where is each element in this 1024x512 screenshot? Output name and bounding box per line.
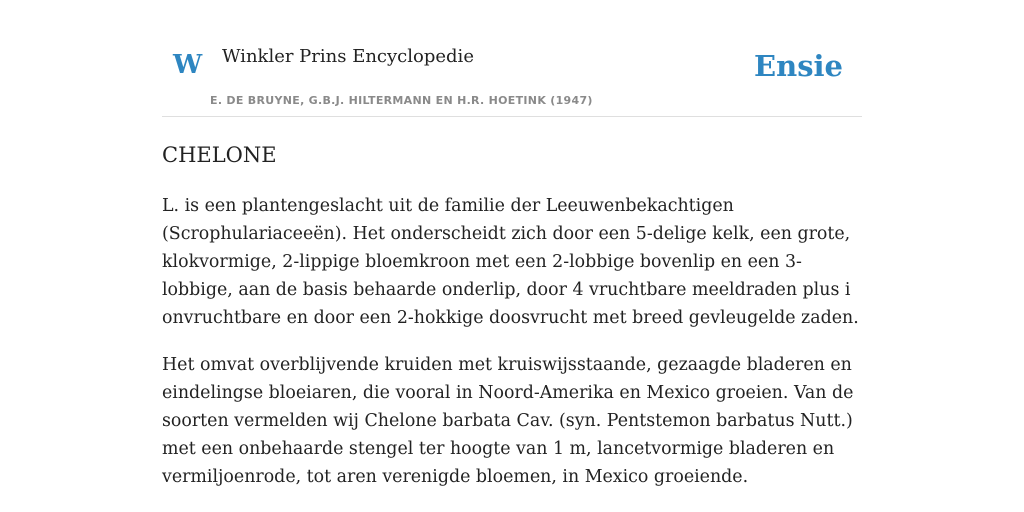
publication-logo[interactable]: W	[173, 50, 203, 80]
article-paragraph: Het omvat overblijvende kruiden met kruiswijsstaande, gezaagde bladeren en eindelingse bloeiaren, die vooral in Noord-Amerika en Mexico groeien. Van de soorten vermelden wij Chelone barbata Cav. (syn. Pentstemon barbatus Nutt.) met een onbehaarde stengel ter hoogte van 1 m, lancetvormige bladeren en vermiljoenrode, tot aren verenigde bloemen, in Mexico groeiende.	[162, 355, 854, 487]
article	[162, 140, 862, 491]
publication-title[interactable]: Winkler Prins Encyclopedie	[222, 46, 474, 67]
site-header	[162, 0, 862, 117]
publication-authors: E. DE BRUYNE, G.B.J. HILTERMANN EN H.R. HOETINK (1947)	[210, 94, 593, 107]
brand-logo[interactable]: Ensie	[754, 49, 843, 83]
article-paragraph: L. is een plantengeslacht uit de familie der Leeuwenbekachtigen (Scrophulariaceeën). Het onderscheidt zich door een 5-delige kelk, een grote, klokvormige, 2-lippige bloemkroon met een 2-lobbige bovenlip en een 3-lobbige, aan de basis behaarde onderlip, door 4 vruchtbare meeldraden plus i onvruchtbare en door een 2-hokkige doosvrucht met breed gevleugelde zaden.	[162, 196, 859, 328]
entry-title: CHELONE	[162, 143, 277, 167]
